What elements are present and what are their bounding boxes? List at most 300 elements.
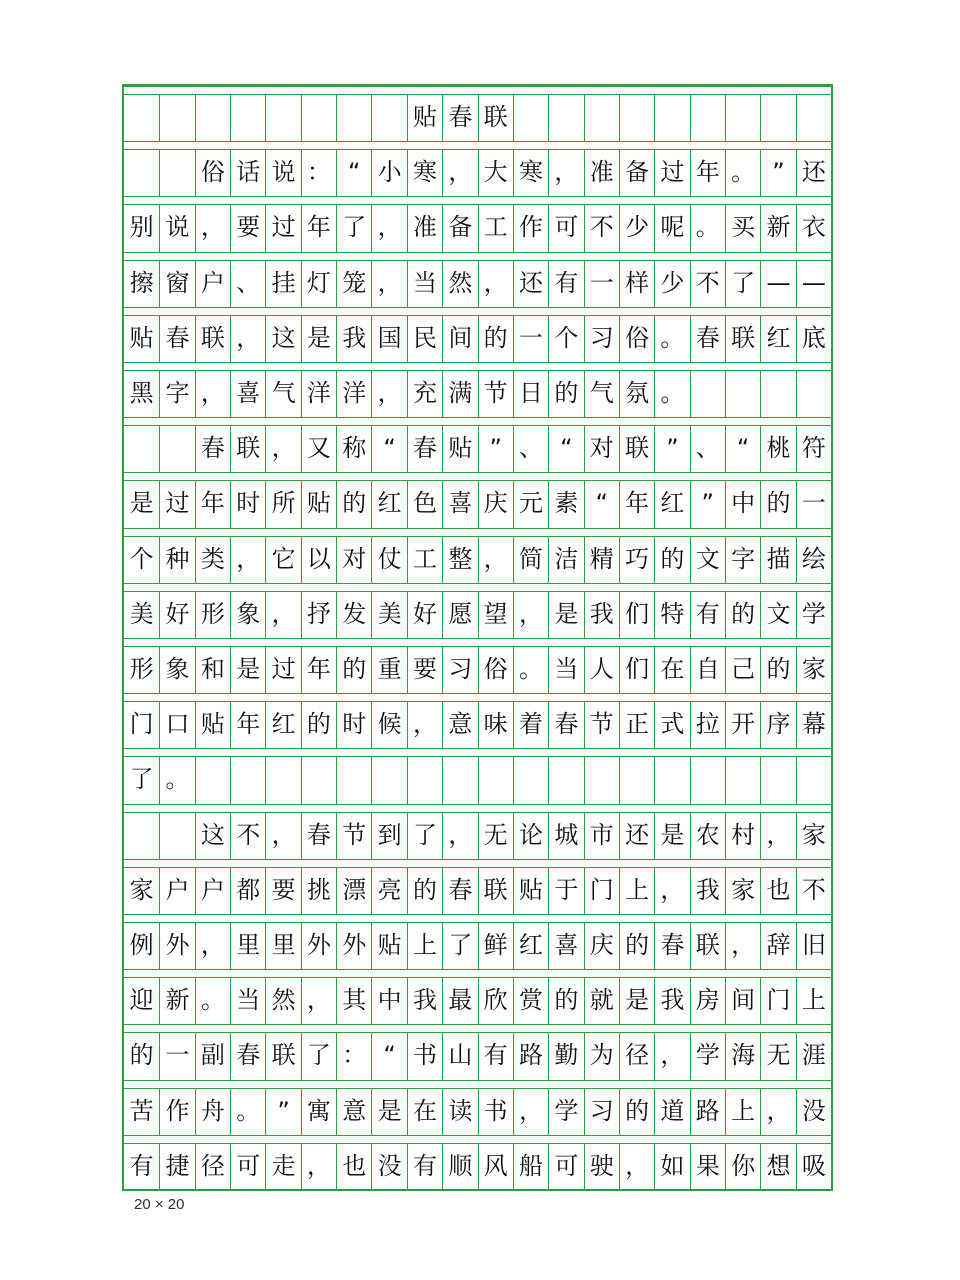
grid-cell xyxy=(371,204,406,251)
grid-cell xyxy=(619,1143,654,1190)
cell-character: 习 xyxy=(589,323,614,352)
grid-cell xyxy=(265,94,300,141)
cell-character: 春 xyxy=(448,103,473,131)
grid-cell xyxy=(513,756,548,803)
cell-character: 候 xyxy=(377,710,402,739)
grid-cell xyxy=(371,480,406,527)
grid-cell xyxy=(336,1143,371,1190)
cell-character: 海 xyxy=(731,1041,756,1070)
grid-cell xyxy=(159,480,194,527)
cell-character: 窗 xyxy=(165,268,190,297)
cell-character: ” xyxy=(666,434,679,463)
grid-cell xyxy=(301,204,336,251)
row-guide-line xyxy=(124,1080,831,1081)
grid-cell xyxy=(654,149,689,196)
cell-character: 对 xyxy=(342,544,367,573)
grid-cell xyxy=(796,94,831,141)
grid-cell xyxy=(230,701,265,748)
cell-character: 如 xyxy=(660,1151,685,1180)
grid-cell xyxy=(760,1032,795,1079)
grid-cell xyxy=(371,977,406,1024)
cell-character: 春 xyxy=(236,1041,261,1070)
grid-cell xyxy=(690,536,725,583)
cell-character: 无 xyxy=(766,1041,791,1070)
cell-character: 发 xyxy=(342,599,367,628)
grid-cell xyxy=(513,1088,548,1135)
grid-cell xyxy=(548,1032,583,1079)
cell-character: 可 xyxy=(554,1151,579,1180)
grid-cell xyxy=(513,977,548,1024)
cell-character: 城 xyxy=(554,820,579,849)
grid-cell xyxy=(371,425,406,472)
cell-character: 抒 xyxy=(306,599,331,628)
grid-cell xyxy=(159,1088,194,1135)
grid-row xyxy=(124,1135,831,1190)
grid-cell xyxy=(796,204,831,251)
grid-cell xyxy=(124,1143,159,1190)
grid-cell xyxy=(725,701,760,748)
cell-character: 你 xyxy=(731,1151,756,1180)
cell-character: 人 xyxy=(589,655,614,683)
grid-cell xyxy=(548,591,583,638)
grid-cell xyxy=(159,701,194,748)
cell-character: 擦 xyxy=(129,268,154,297)
grid-cell xyxy=(725,922,760,969)
cell-character: 读 xyxy=(448,1096,473,1125)
grid-cell xyxy=(265,812,300,859)
grid-cell xyxy=(336,536,371,583)
grid-cell xyxy=(301,260,336,307)
grid-cell xyxy=(195,204,230,251)
cell-character: 少 xyxy=(660,268,685,297)
grid-cell xyxy=(796,536,831,583)
grid-cell xyxy=(442,425,477,472)
cell-character: 字 xyxy=(165,379,190,407)
cell-character: 的 xyxy=(342,489,367,518)
cell-character: 日 xyxy=(519,379,544,407)
cell-character: 这 xyxy=(271,323,296,352)
grid-cell xyxy=(124,977,159,1024)
grid-cell xyxy=(690,149,725,196)
cell-character: “ xyxy=(595,489,608,518)
cell-character: 、 xyxy=(236,268,261,297)
grid-cell xyxy=(584,591,619,638)
cell-character: ， xyxy=(731,931,756,959)
grid-cell xyxy=(619,370,654,417)
cell-character: 不 xyxy=(695,268,720,297)
grid-cell xyxy=(760,867,795,914)
grid-cell xyxy=(690,204,725,251)
cell-character: 素 xyxy=(554,489,579,518)
grid-cell xyxy=(159,204,194,251)
grid-cell xyxy=(513,315,548,362)
cell-character: 重 xyxy=(377,655,402,683)
cell-character: 的 xyxy=(306,710,331,739)
grid-cell xyxy=(301,315,336,362)
cell-character: 不 xyxy=(801,875,826,904)
grid-cell xyxy=(301,867,336,914)
cell-character: 上 xyxy=(625,875,650,904)
grid-cell xyxy=(654,756,689,803)
grid-cell xyxy=(442,701,477,748)
grid-cell xyxy=(159,315,194,362)
grid-cell xyxy=(478,1088,513,1135)
grid-cell xyxy=(725,94,760,141)
grid-size-label: 20 × 20 xyxy=(134,1196,185,1213)
cell-character: 正 xyxy=(625,710,650,739)
cell-character: 寒 xyxy=(412,158,437,187)
grid-cell xyxy=(195,370,230,417)
grid-cell xyxy=(371,536,406,583)
cell-character: 春 xyxy=(554,710,579,739)
cell-character: 顺 xyxy=(448,1151,473,1180)
grid-cell xyxy=(690,812,725,859)
grid-cell xyxy=(478,204,513,251)
cell-character: 过 xyxy=(165,489,190,518)
cell-character: 黑 xyxy=(129,379,154,407)
cell-character: 们 xyxy=(625,655,650,683)
grid-cell xyxy=(195,646,230,693)
grid-cell xyxy=(548,812,583,859)
cell-character: 挑 xyxy=(306,875,331,904)
grid-cell xyxy=(336,149,371,196)
grid-cell xyxy=(690,591,725,638)
cell-character: 形 xyxy=(200,599,225,628)
cell-character: 贴 xyxy=(306,489,331,518)
cell-character: 洋 xyxy=(306,379,331,407)
grid-cell xyxy=(159,977,194,1024)
cell-character: 红 xyxy=(766,323,791,352)
cell-character: ， xyxy=(519,599,544,628)
grid-cell xyxy=(584,756,619,803)
cell-character: 特 xyxy=(660,599,685,628)
cell-character: 着 xyxy=(519,710,544,739)
grid-cell xyxy=(654,480,689,527)
cell-character: 。 xyxy=(731,158,756,187)
cell-character: 然 xyxy=(448,268,473,297)
grid-cell xyxy=(407,204,442,251)
cell-character: ， xyxy=(483,268,508,297)
cell-character: 市 xyxy=(589,820,614,849)
grid-cell xyxy=(619,315,654,362)
grid-cell xyxy=(124,480,159,527)
cell-character: 还 xyxy=(801,158,826,187)
cell-character: — xyxy=(801,268,826,297)
cell-character: ， xyxy=(377,379,402,407)
row-guide-line xyxy=(124,307,831,308)
cell-character: 说 xyxy=(165,213,190,242)
grid-cell xyxy=(407,1088,442,1135)
grid-cell xyxy=(230,370,265,417)
cell-character: 就 xyxy=(589,986,614,1015)
cell-character: 贴 xyxy=(377,931,402,959)
cell-character: 庆 xyxy=(483,489,508,518)
cell-character: 书 xyxy=(483,1096,508,1125)
grid-cell xyxy=(407,370,442,417)
grid-cell xyxy=(407,1032,442,1079)
row-guide-line xyxy=(124,252,831,253)
cell-character: 我 xyxy=(695,875,720,904)
cell-character: 也 xyxy=(766,875,791,904)
grid-cell xyxy=(371,812,406,859)
grid-cell xyxy=(230,1143,265,1190)
row-guide-line xyxy=(124,1135,831,1136)
grid-cell xyxy=(371,922,406,969)
cell-character: 红 xyxy=(377,489,402,518)
grid-cell xyxy=(371,315,406,362)
cell-character: 外 xyxy=(165,931,190,959)
cell-character: 春 xyxy=(412,434,437,463)
grid-cell xyxy=(478,315,513,362)
cell-character: 幕 xyxy=(801,710,826,739)
grid-cell xyxy=(690,1032,725,1079)
grid-cell xyxy=(442,922,477,969)
grid-cell xyxy=(654,812,689,859)
grid-cell xyxy=(124,425,159,472)
grid-cell xyxy=(195,701,230,748)
grid-cell xyxy=(584,701,619,748)
grid-cell xyxy=(301,94,336,141)
grid-cell xyxy=(725,315,760,362)
grid-cell xyxy=(407,149,442,196)
cell-character: 。 xyxy=(695,213,720,242)
cell-character: ， xyxy=(448,158,473,187)
row-guide-line xyxy=(124,196,831,197)
cell-character: 中 xyxy=(731,489,756,518)
grid-cell xyxy=(760,425,795,472)
grid-cell xyxy=(725,591,760,638)
grid-cell xyxy=(760,260,795,307)
grid-cell xyxy=(195,480,230,527)
grid-cell xyxy=(548,756,583,803)
cell-character: 文 xyxy=(695,544,720,573)
cell-character: 联 xyxy=(271,1041,296,1070)
grid-cell xyxy=(796,149,831,196)
cell-character: 于 xyxy=(554,875,579,904)
cell-character: 、 xyxy=(695,434,720,463)
cell-character: 有 xyxy=(483,1041,508,1070)
grid-cell xyxy=(760,922,795,969)
grid-cell xyxy=(796,425,831,472)
grid-cell xyxy=(548,922,583,969)
grid-cell xyxy=(442,536,477,583)
grid-cell xyxy=(124,701,159,748)
cell-character: 的 xyxy=(625,1096,650,1125)
grid-cell xyxy=(336,315,371,362)
cell-character: 贴 xyxy=(129,323,154,352)
cell-character: 一 xyxy=(801,489,826,518)
cell-character: 。 xyxy=(236,1096,261,1125)
grid-cell xyxy=(301,646,336,693)
grid-cell xyxy=(760,646,795,693)
cell-character: 俗 xyxy=(625,323,650,352)
cell-character: 山 xyxy=(448,1041,473,1070)
cell-character: 户 xyxy=(200,875,225,904)
cell-character: 年 xyxy=(306,655,331,683)
grid-cell xyxy=(513,94,548,141)
grid-cell xyxy=(407,867,442,914)
cell-character: 船 xyxy=(519,1151,544,1180)
grid-cell xyxy=(584,315,619,362)
cell-character: 联 xyxy=(200,323,225,352)
grid-cell xyxy=(690,425,725,472)
cell-character: 春 xyxy=(695,323,720,352)
grid-cell xyxy=(654,536,689,583)
row-guide-line xyxy=(124,141,831,142)
cell-character: 呢 xyxy=(660,213,685,242)
cell-character: 不 xyxy=(236,820,261,849)
grid-cell xyxy=(796,922,831,969)
grid-cell xyxy=(796,812,831,859)
cell-character: 自 xyxy=(695,655,720,683)
grid-cell xyxy=(478,701,513,748)
cell-character: 桃 xyxy=(766,434,791,463)
grid-cell xyxy=(265,260,300,307)
cell-character: 舟 xyxy=(200,1096,225,1125)
cell-character: 门 xyxy=(766,986,791,1015)
grid-cell xyxy=(301,370,336,417)
grid-cell xyxy=(407,425,442,472)
grid-cell xyxy=(654,204,689,251)
grid-cell xyxy=(654,977,689,1024)
cell-character: 欣 xyxy=(483,986,508,1015)
grid-cell xyxy=(796,867,831,914)
grid-row xyxy=(124,141,831,196)
cell-character: 是 xyxy=(554,599,579,628)
grid-cell xyxy=(159,94,194,141)
cell-character: 仗 xyxy=(377,544,402,573)
grid-cell xyxy=(230,977,265,1024)
grid-cell xyxy=(442,977,477,1024)
cell-character: 俗 xyxy=(483,655,508,683)
cell-character: 鲜 xyxy=(483,931,508,959)
grid-cell xyxy=(619,425,654,472)
grid-cell xyxy=(407,701,442,748)
grid-cell xyxy=(159,922,194,969)
cell-character: 过 xyxy=(271,213,296,242)
grid-cell xyxy=(478,370,513,417)
cell-character: ， xyxy=(306,986,331,1015)
grid-cell xyxy=(230,867,265,914)
cell-character: 时 xyxy=(236,489,261,518)
grid-row xyxy=(124,86,831,141)
cell-character: 吸 xyxy=(801,1151,826,1180)
grid-row xyxy=(124,307,831,362)
grid-cell xyxy=(159,812,194,859)
cell-character: 在 xyxy=(660,655,685,683)
grid-cell xyxy=(195,536,230,583)
grid-cell xyxy=(584,480,619,527)
cell-character: 喜 xyxy=(448,489,473,518)
cell-character: 样 xyxy=(625,268,650,297)
cell-character: 描 xyxy=(766,544,791,573)
grid-cell xyxy=(513,1032,548,1079)
grid-cell xyxy=(265,977,300,1024)
grid-cell xyxy=(265,315,300,362)
grid-row xyxy=(124,1080,831,1135)
grid-cell xyxy=(690,701,725,748)
grid-cell xyxy=(654,425,689,472)
composition-grid xyxy=(122,84,833,1191)
grid-cell xyxy=(584,867,619,914)
cell-character: ， xyxy=(554,158,579,187)
grid-cell xyxy=(230,260,265,307)
grid-cell xyxy=(654,867,689,914)
cell-character: 开 xyxy=(731,710,756,739)
cell-character: 寓 xyxy=(306,1096,331,1125)
row-guide-line xyxy=(124,804,831,805)
cell-character: 的 xyxy=(554,379,579,407)
row-guide-line xyxy=(124,417,831,418)
grid-cell xyxy=(548,94,583,141)
grid-cell xyxy=(336,1032,371,1079)
cell-character: 元 xyxy=(519,489,544,518)
cell-character: 序 xyxy=(766,710,791,739)
grid-row xyxy=(124,252,831,307)
cell-character: 工 xyxy=(483,213,508,242)
cell-character: 想 xyxy=(766,1151,791,1180)
grid-cell xyxy=(760,591,795,638)
cell-character: 买 xyxy=(731,213,756,242)
grid-cell xyxy=(124,922,159,969)
grid-cell xyxy=(760,756,795,803)
cell-character: 当 xyxy=(236,986,261,1015)
cell-character: 绘 xyxy=(801,544,826,573)
cell-character: 。 xyxy=(200,986,225,1015)
cell-character: 过 xyxy=(660,158,685,187)
grid-cell xyxy=(230,480,265,527)
cell-character: ， xyxy=(271,599,296,628)
cell-character: 漂 xyxy=(342,875,367,904)
cell-character: 又 xyxy=(306,434,331,463)
cell-character: 的 xyxy=(554,986,579,1015)
grid-cell xyxy=(371,1088,406,1135)
grid-cell xyxy=(124,149,159,196)
cell-character: ， xyxy=(200,931,225,959)
cell-character: 家 xyxy=(801,655,826,683)
grid-cell xyxy=(725,646,760,693)
cell-character: 有 xyxy=(695,599,720,628)
grid-cell xyxy=(442,591,477,638)
grid-cell xyxy=(336,756,371,803)
cell-character: 没 xyxy=(801,1096,826,1125)
cell-character: 一 xyxy=(165,1041,190,1070)
grid-cell xyxy=(407,591,442,638)
grid-cell xyxy=(548,1088,583,1135)
cell-character: 灯 xyxy=(306,268,331,297)
grid-cell xyxy=(584,1032,619,1079)
row-guide-line xyxy=(124,583,831,584)
cell-character: 学 xyxy=(801,599,826,628)
grid-cell xyxy=(584,812,619,859)
grid-cell xyxy=(760,701,795,748)
grid-cell xyxy=(796,756,831,803)
cell-character: “ xyxy=(383,1041,396,1070)
cell-character: 间 xyxy=(448,323,473,352)
row-guide-line xyxy=(124,472,831,473)
row-guide-line xyxy=(124,914,831,915)
cell-character: 亮 xyxy=(377,875,402,904)
cell-character: 了 xyxy=(306,1041,331,1070)
grid-cell xyxy=(336,591,371,638)
cell-character: 春 xyxy=(165,323,190,352)
row-guide-line xyxy=(124,362,831,363)
cell-character: 有 xyxy=(412,1151,437,1180)
cell-character: 了 xyxy=(129,765,154,794)
grid-cell xyxy=(336,867,371,914)
cell-character: 上 xyxy=(412,931,437,959)
grid-cell xyxy=(124,1032,159,1079)
